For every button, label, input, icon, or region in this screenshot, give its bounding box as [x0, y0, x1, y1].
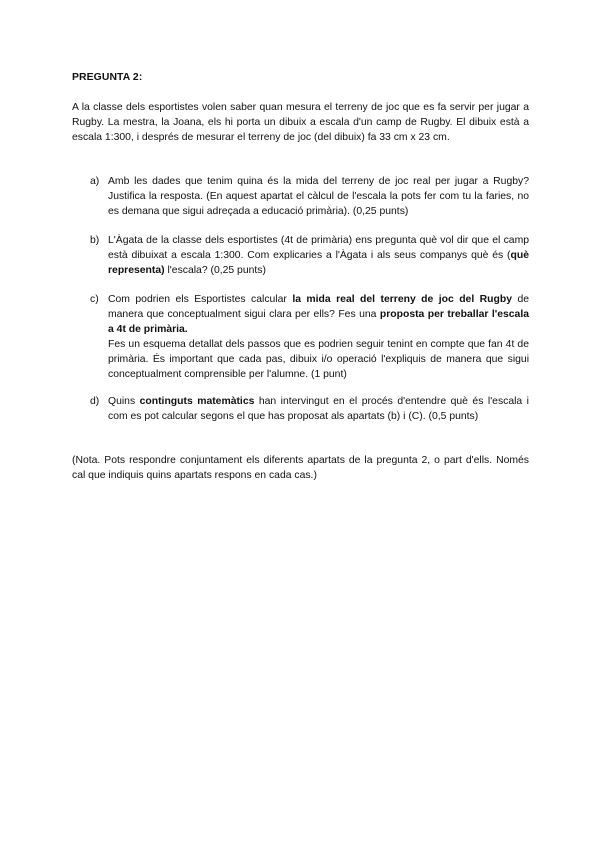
question-d-text	[108, 394, 529, 424]
question-b-text-part-2: l'escala? (0,25 punts)	[164, 265, 266, 276]
question-b-letter: b)	[90, 235, 100, 246]
question-d	[90, 394, 529, 424]
question-a-text: Amb les dades que tenim quina és la mida del terreny de joc real per jugar a Rugby? Justifica la resposta. (En aquest apartat el càlcul de l'escala la pots fer com tu la faries, no es demana que sigui adreçada a educació primària). (0,25 punts)	[108, 176, 529, 217]
question-c-bold-part-1: la mida real del terreny de joc del Rugby	[292, 294, 512, 305]
question-c-letter: c)	[90, 294, 99, 305]
question-c-text-part-1: Com podrien els Esportistes calcular	[108, 294, 293, 305]
question-b-bold-part-1: què representa)	[108, 250, 529, 276]
question-heading: PREGUNTA 2:	[72, 72, 143, 83]
question-d-text-part-2: han intervingut en el procés d'entendre què és l'escala i com es pot calcular segons el que has proposat als apartats (b) i (C). (0,5 punts)	[108, 396, 529, 422]
question-a	[90, 174, 529, 219]
question-b-text-part-1: L'Àgata de la classe dels esportistes (4t de primària) ens pregunta què vol dir que el camp està dibuixat a escala 1:300. Com explicaries a l'Àgata i als seus companys què és (	[108, 235, 529, 261]
question-b-text	[108, 233, 529, 278]
question-d-text-part-1: Quins	[108, 396, 140, 407]
question-d-bold-part-1: continguts matemàtics	[139, 396, 255, 407]
question-c-paragraph-2: Fes un esquema detallat dels passos que es podrien seguir tenint en compte que fan 4t de primària. És important que cada pas, dibuix i/o operació l'expliquis de manera que sigui conceptualment comprensible per l'alumne. (1 punt)	[108, 339, 529, 380]
note-paragraph: (Nota. Pots respondre conjuntament els diferents apartats de la pregunta 2, o part d'ells. Només cal que indiquis quins apartats respons en cada cas.)	[72, 455, 529, 481]
question-b	[90, 233, 529, 278]
question-c-paragraph-1	[108, 292, 529, 337]
question-c-bold-part-2: proposta per treballar l'escala a 4t de primària.	[108, 309, 529, 335]
question-c-text	[108, 292, 529, 382]
question-c-text-part-2: de manera que conceptualment sigui clara per ells? Fes una	[108, 294, 530, 320]
question-c	[90, 292, 529, 382]
intro-paragraph: A la classe dels esportistes volen saber quan mesura el terreny de joc que es fa servir per jugar a Rugby. La mestra, la Joana, els hi porta un dibuix a escala d'un camp de Rugby. El dibuix està a escala 1:300, i després de mesurar el terreny de joc (del dibuix) fa 33 cm x 23 cm.	[72, 102, 529, 143]
question-a-letter: a)	[90, 176, 100, 187]
question-d-letter: d)	[90, 396, 100, 407]
